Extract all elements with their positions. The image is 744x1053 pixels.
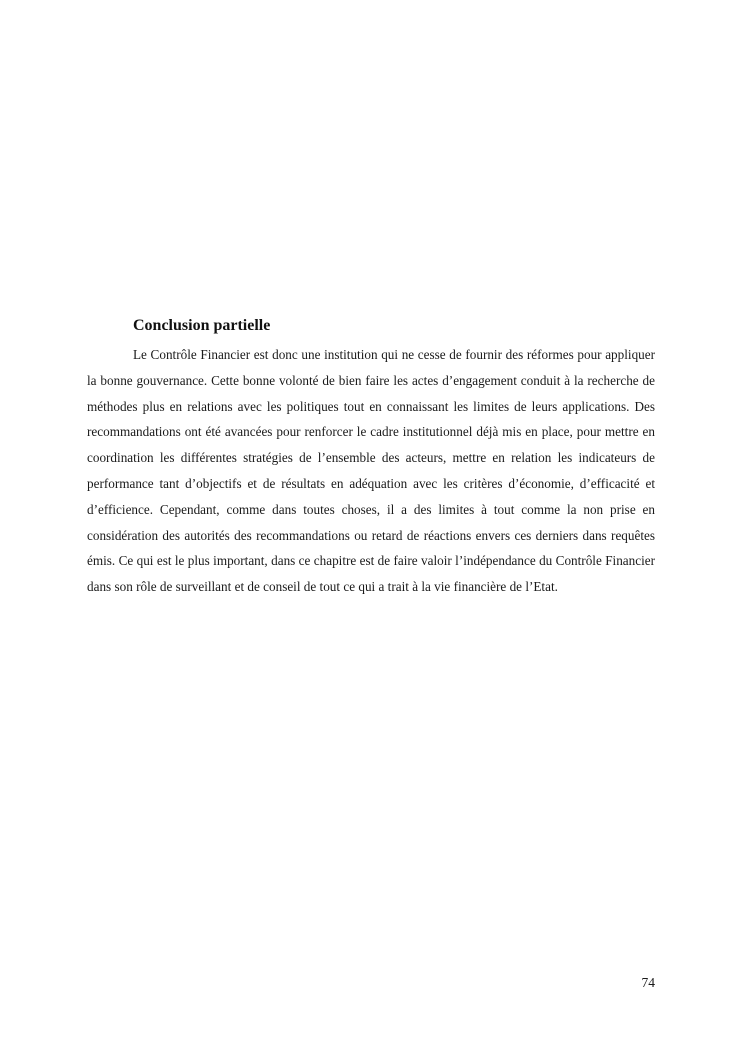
section-heading: Conclusion partielle <box>133 317 271 334</box>
page-number: 74 <box>641 975 655 990</box>
body-paragraph: Le Contrôle Financier est donc une institution qui ne cesse de fournir des réformes pour appliquer la bonne gouvernance. Cette bonne volonté de bien faire les actes d’engagement conduit à la recherche de méthodes plus en relations avec les politiques tout en connaissant les limites de leurs applications. Des recommandations ont été avancées pour renforcer le cadre institutionnel déjà mis en place, pour mettre en coordination les différentes stratégies de l’ensemble des acteurs, mettre en relation les indicateurs de performance tant d’objectifs et de résultats en adéquation avec les critères d’économie, d’efficacité et d’efficience. Cependant, comme dans toutes choses, il a des limites à tout comme la non prise en considération des autorités des recommandations ou retard de réactions envers ces derniers dans requêtes émis. Ce qui est le plus important, dans ce chapitre est de faire valoir l’indépendance du Contrôle Financier dans son rôle de surveillant et de conseil de tout ce qui a trait à la vie financière de l’Etat. <box>87 347 655 595</box>
